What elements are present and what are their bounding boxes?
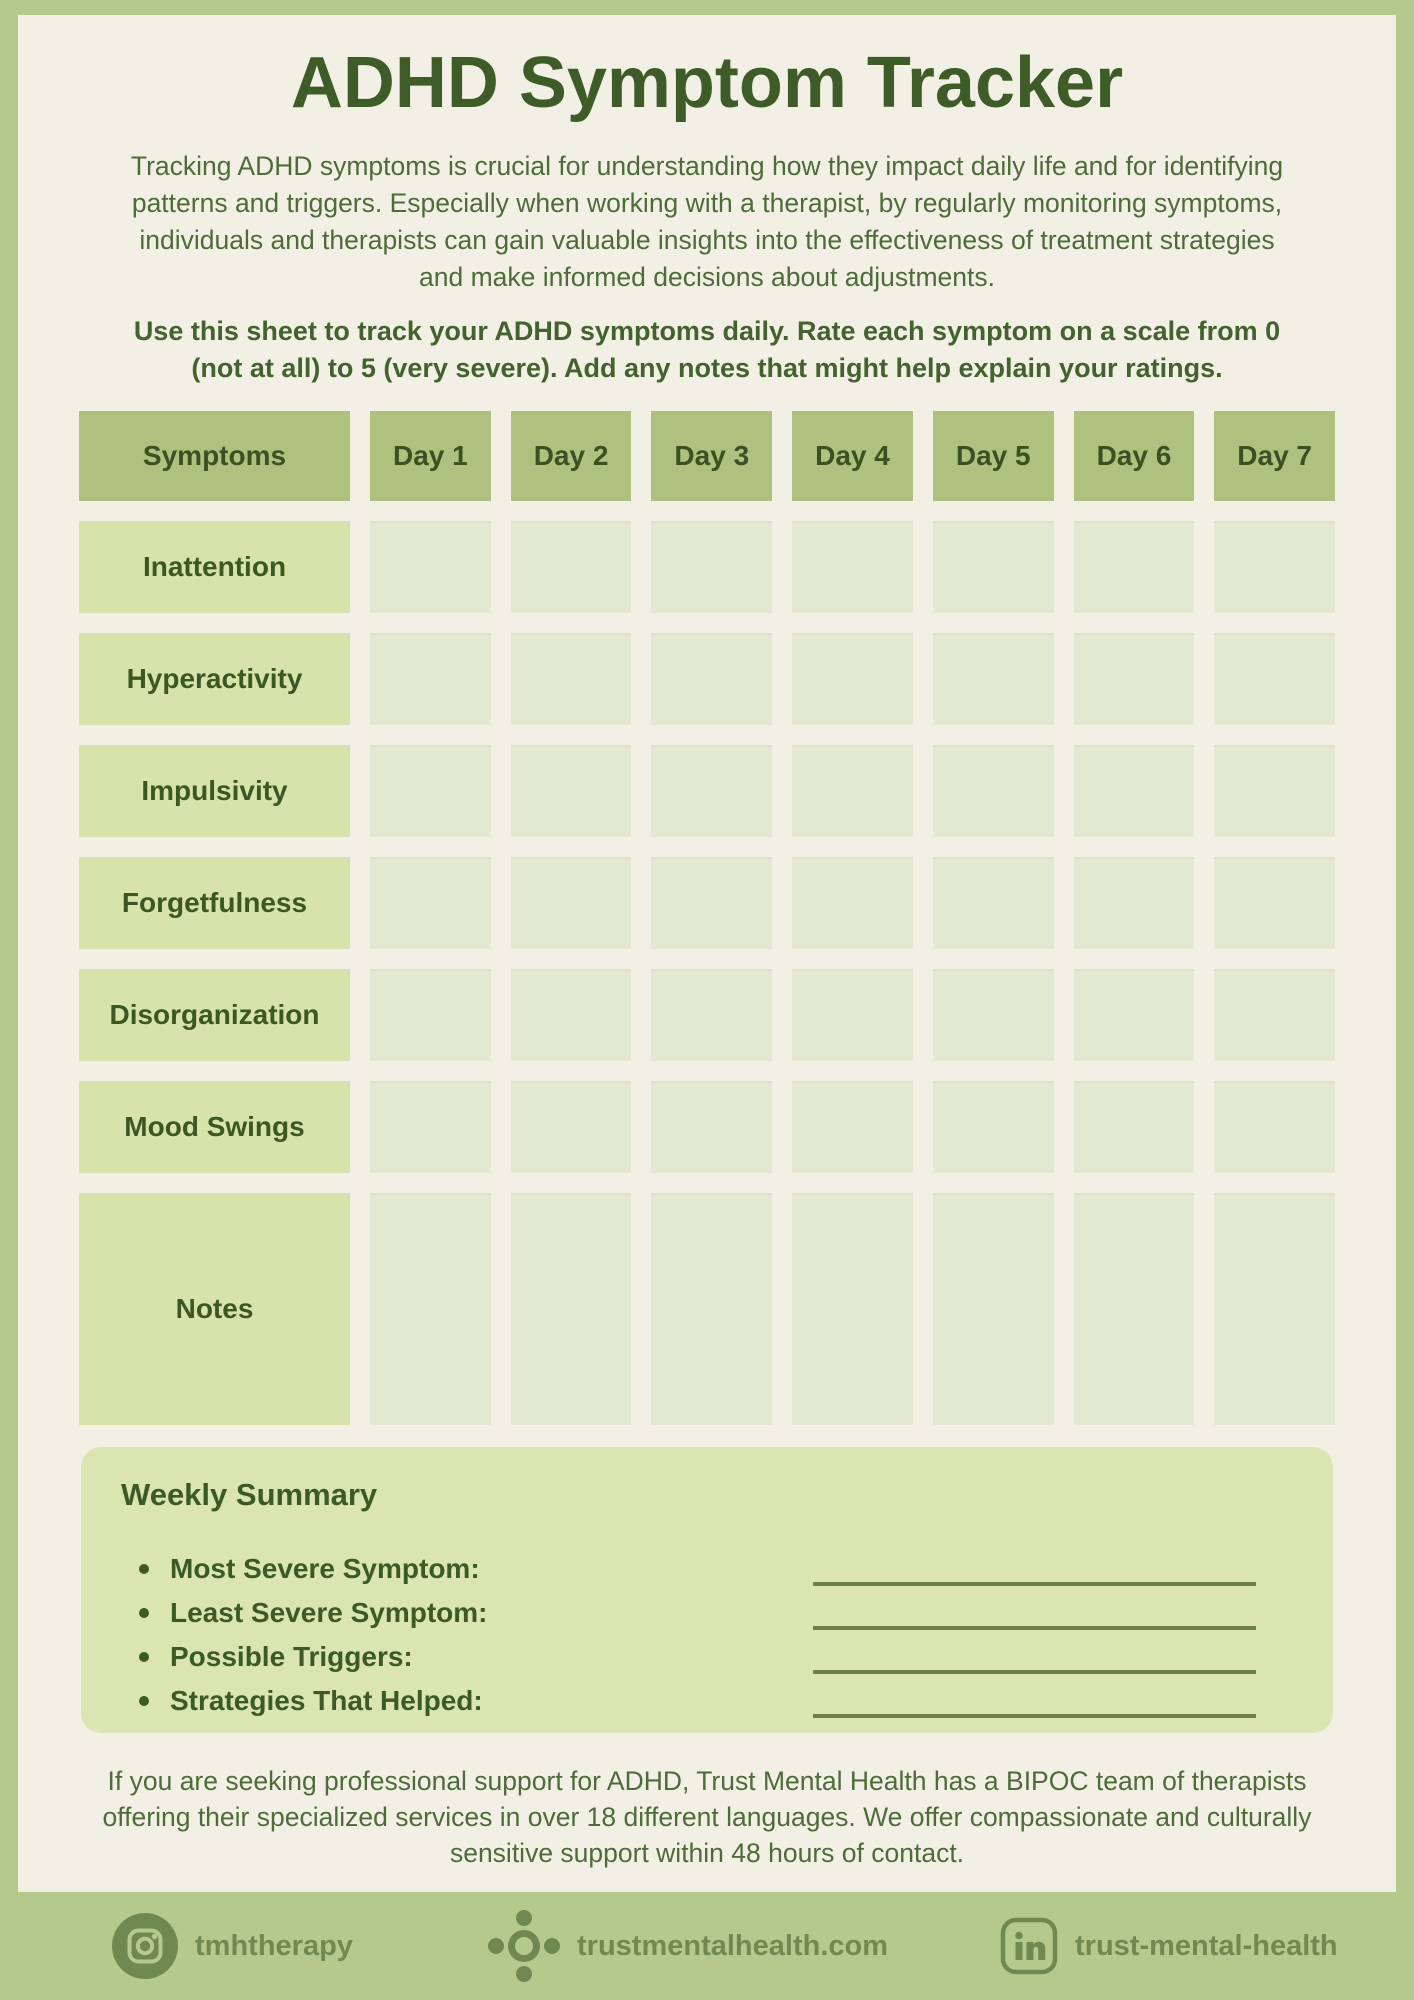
bullet-dot <box>139 1696 149 1706</box>
summary-item-3 <box>121 1635 1293 1679</box>
rating-cell-row3-day5 <box>933 745 1054 837</box>
rating-cell-row5-day1 <box>370 969 491 1061</box>
rating-cell-row7-day1 <box>370 1193 491 1425</box>
fill-in-line <box>813 1714 1256 1718</box>
column-header-day-4: Day 4 <box>792 411 913 501</box>
bullet-dot <box>139 1564 149 1574</box>
column-header-day-2: Day 2 <box>511 411 632 501</box>
weekly-summary-card <box>81 1447 1333 1733</box>
summary-item-4 <box>121 1679 1293 1723</box>
symptom-label-inattention: Inattention <box>79 521 350 613</box>
tmh-people-circle-logo <box>488 1908 560 1984</box>
rating-cell-row5-day2 <box>511 969 632 1061</box>
symptom-label-impulsivity: Impulsivity <box>79 745 350 837</box>
social-item-website <box>488 1892 888 2000</box>
linkedin-handle: trust-mental-health <box>1075 1929 1338 1962</box>
summary-item-label: Strategies That Helped: <box>170 1684 483 1716</box>
rating-cell-row1-day5 <box>933 521 1054 613</box>
rating-cell-row4-day6 <box>1074 857 1195 949</box>
summary-item-label: Possible Triggers: <box>170 1640 413 1672</box>
summary-item-label: Least Severe Symptom: <box>170 1596 488 1628</box>
symptom-label-notes: Notes <box>79 1193 350 1425</box>
fill-in-line <box>813 1582 1256 1586</box>
column-header-day-5: Day 5 <box>933 411 1054 501</box>
worksheet-sheet <box>18 15 1396 1892</box>
rating-cell-row2-day4 <box>792 633 913 725</box>
rating-cell-row6-day3 <box>651 1081 772 1173</box>
symptom-label-mood-swings: Mood Swings <box>79 1081 350 1173</box>
rating-cell-row2-day6 <box>1074 633 1195 725</box>
rating-cell-row5-day7 <box>1214 969 1335 1061</box>
rating-cell-row4-day5 <box>933 857 1054 949</box>
rating-cell-row5-day5 <box>933 969 1054 1061</box>
summary-heading: Weekly Summary <box>121 1476 378 1512</box>
rating-cell-row4-day7 <box>1214 857 1335 949</box>
rating-cell-row5-day6 <box>1074 969 1195 1061</box>
bullet-dot <box>139 1652 149 1662</box>
rating-cell-row6-day1 <box>370 1081 491 1173</box>
symptom-table <box>79 411 1335 1425</box>
rating-cell-row2-day2 <box>511 633 632 725</box>
rating-cell-row7-day5 <box>933 1193 1054 1425</box>
social-item-instagram <box>112 1892 353 2000</box>
column-header-day-3: Day 3 <box>651 411 772 501</box>
linkedin-icon <box>1000 1917 1058 1975</box>
bullet-dot <box>139 1608 149 1618</box>
rating-cell-row1-day6 <box>1074 521 1195 613</box>
rating-cell-row2-day5 <box>933 633 1054 725</box>
rating-cell-row4-day2 <box>511 857 632 949</box>
rating-cell-row6-day5 <box>933 1081 1054 1173</box>
rating-cell-row1-day7 <box>1214 521 1335 613</box>
summary-item-2 <box>121 1591 1293 1635</box>
rating-cell-row6-day7 <box>1214 1081 1335 1173</box>
rating-cell-row3-day4 <box>792 745 913 837</box>
column-header-symptoms: Symptoms <box>79 411 350 501</box>
rating-cell-row7-day2 <box>511 1193 632 1425</box>
column-header-day-7: Day 7 <box>1214 411 1335 501</box>
rating-cell-row4-day3 <box>651 857 772 949</box>
summary-item-1 <box>121 1547 1293 1591</box>
rating-cell-row3-day6 <box>1074 745 1195 837</box>
rating-cell-row7-day3 <box>651 1193 772 1425</box>
rating-cell-row7-day6 <box>1074 1193 1195 1425</box>
rating-cell-row7-day7 <box>1214 1193 1335 1425</box>
summary-item-label: Most Severe Symptom: <box>170 1552 480 1584</box>
rating-cell-row6-day2 <box>511 1081 632 1173</box>
footer-note: If you are seeking professional support for ADHD, Trust Mental Health has a BIPOC team of therapists offering their specialized services in over 18 different languages. We offer compassionate and culturally sensitive support within 48 hours of contact. <box>102 1765 1312 1868</box>
rating-cell-row1-day1 <box>370 521 491 613</box>
rating-cell-row1-day3 <box>651 521 772 613</box>
rating-cell-row5-day4 <box>792 969 913 1061</box>
rating-cell-row5-day3 <box>651 969 772 1061</box>
footer-bar <box>0 1892 1414 2000</box>
summary-list <box>121 1547 1293 1723</box>
symptom-label-forgetfulness: Forgetfulness <box>79 857 350 949</box>
rating-cell-row3-day2 <box>511 745 632 837</box>
rating-cell-row7-day4 <box>792 1193 913 1425</box>
rating-cell-row3-day7 <box>1214 745 1335 837</box>
rating-cell-row4-day1 <box>370 857 491 949</box>
instagram-handle: tmhtherapy <box>195 1929 353 1962</box>
website-url: trustmentalhealth.com <box>577 1929 888 1962</box>
rating-cell-row6-day4 <box>792 1081 913 1173</box>
rating-cell-row6-day6 <box>1074 1081 1195 1173</box>
rating-cell-row2-day1 <box>370 633 491 725</box>
symptom-label-hyperactivity: Hyperactivity <box>79 633 350 725</box>
page-title: ADHD Symptom Tracker <box>290 43 1124 123</box>
rating-cell-row2-day7 <box>1214 633 1335 725</box>
rating-cell-row3-day1 <box>370 745 491 837</box>
rating-cell-row1-day4 <box>792 521 913 613</box>
social-item-linkedin <box>1000 1892 1338 2000</box>
instruction-text: Use this sheet to track your ADHD symptoms daily. Rate each symptom on a scale from 0 (not at all) to 5 (very severe). Add any notes that might help explain your ratings. <box>133 315 1281 383</box>
column-header-day-6: Day 6 <box>1074 411 1195 501</box>
rating-cell-row2-day3 <box>651 633 772 725</box>
fill-in-line <box>813 1670 1256 1674</box>
intro-text: Tracking ADHD symptoms is crucial for understanding how they impact daily life and for identifying patterns and triggers. Especially when working with a therapist, by regularly monitoring symptoms, individuals and therapists can gain valuable insights into the effectiveness of treatment strategies and make informed decisions about adjustments. <box>130 150 1284 292</box>
rating-cell-row4-day4 <box>792 857 913 949</box>
instagram-icon <box>112 1913 178 1979</box>
fill-in-line <box>813 1626 1256 1630</box>
rating-cell-row1-day2 <box>511 521 632 613</box>
symptom-label-disorganization: Disorganization <box>79 969 350 1061</box>
rating-cell-row3-day3 <box>651 745 772 837</box>
column-header-day-1: Day 1 <box>370 411 491 501</box>
